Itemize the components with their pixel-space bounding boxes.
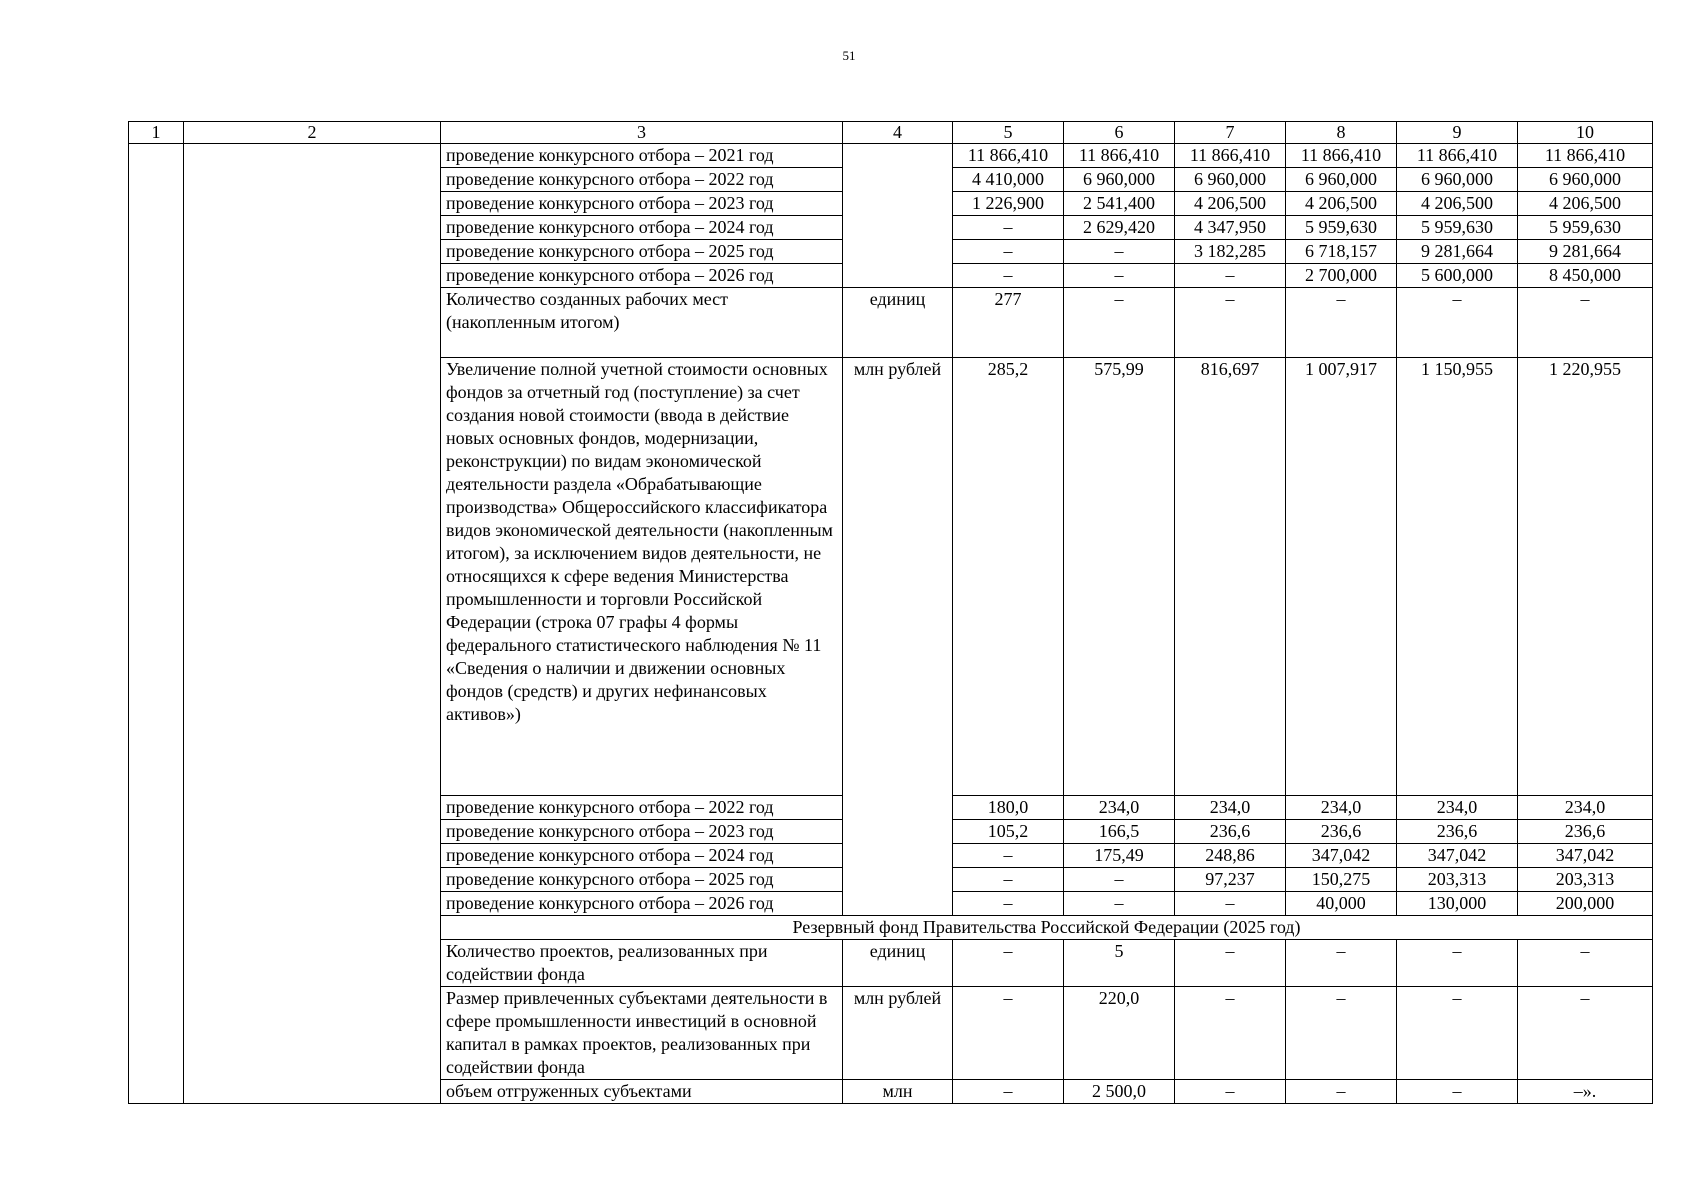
row-label: проведение конкурсного отбора – 2024 год: [441, 216, 843, 240]
row-label: объем отгруженных субъектами: [441, 1080, 843, 1104]
page-number: 51: [842, 48, 856, 63]
value-cell: 4 206,500: [1518, 192, 1653, 216]
value-cell: 1 007,917: [1286, 358, 1397, 796]
value-cell: 4 206,500: [1286, 192, 1397, 216]
value-cell: 1 150,955: [1397, 358, 1518, 796]
value-cell: 347,042: [1397, 844, 1518, 868]
unit-cell: [843, 144, 953, 168]
column-number: 9: [1397, 122, 1518, 144]
unit-cell: млн: [843, 1080, 953, 1104]
value-cell: 11 866,410: [1175, 144, 1286, 168]
value-cell: 6 960,000: [1286, 168, 1397, 192]
value-cell: –: [1175, 940, 1286, 987]
row-label: проведение конкурсного отбора – 2022 год: [441, 168, 843, 192]
value-cell: –: [953, 844, 1064, 868]
value-cell: 150,275: [1286, 868, 1397, 892]
value-cell: –».: [1518, 1080, 1653, 1104]
value-cell: –: [1175, 987, 1286, 1080]
value-cell: 234,0: [1175, 796, 1286, 820]
row-label: проведение конкурсного отбора – 2025 год: [441, 240, 843, 264]
row-label: проведение конкурсного отбора – 2025 год: [441, 868, 843, 892]
value-cell: 234,0: [1286, 796, 1397, 820]
unit-cell: единиц: [843, 288, 953, 358]
column-number: 5: [953, 122, 1064, 144]
unit-cell: [843, 796, 953, 820]
value-cell: –: [1064, 892, 1175, 916]
unit-cell: [843, 844, 953, 868]
table-row: [129, 144, 1653, 168]
value-cell: 2 629,420: [1064, 216, 1175, 240]
value-cell: –: [953, 240, 1064, 264]
value-cell: 236,6: [1518, 820, 1653, 844]
value-cell: –: [1286, 288, 1397, 358]
value-cell: –: [1397, 987, 1518, 1080]
value-cell: 166,5: [1064, 820, 1175, 844]
row-label: проведение конкурсного отбора – 2022 год: [441, 796, 843, 820]
value-cell: 6 960,000: [1397, 168, 1518, 192]
column-number: 6: [1064, 122, 1175, 144]
value-cell: 2 500,0: [1064, 1080, 1175, 1104]
unit-cell: [843, 168, 953, 192]
value-cell: 6 960,000: [1064, 168, 1175, 192]
value-cell: 236,6: [1286, 820, 1397, 844]
value-cell: 347,042: [1518, 844, 1653, 868]
value-cell: –: [1397, 288, 1518, 358]
value-cell: –: [1064, 288, 1175, 358]
value-cell: 5 959,630: [1286, 216, 1397, 240]
value-cell: 203,313: [1397, 868, 1518, 892]
value-cell: –: [1175, 1080, 1286, 1104]
value-cell: –: [953, 1080, 1064, 1104]
indicators-table: [128, 121, 1653, 1104]
value-cell: –: [1175, 288, 1286, 358]
value-cell: 4 206,500: [1175, 192, 1286, 216]
column-number: 1: [129, 122, 184, 144]
value-cell: 4 347,950: [1175, 216, 1286, 240]
column-number: 10: [1518, 122, 1653, 144]
value-cell: 6 960,000: [1175, 168, 1286, 192]
unit-cell: млн рублей: [843, 358, 953, 796]
value-cell: 575,99: [1064, 358, 1175, 796]
unit-cell: [843, 240, 953, 264]
value-cell: 9 281,664: [1518, 240, 1653, 264]
column-number: 8: [1286, 122, 1397, 144]
value-cell: 234,0: [1397, 796, 1518, 820]
row-label: проведение конкурсного отбора – 2026 год: [441, 892, 843, 916]
value-cell: 175,49: [1064, 844, 1175, 868]
value-cell: 1 226,900: [953, 192, 1064, 216]
value-cell: 8 450,000: [1518, 264, 1653, 288]
value-cell: 4 206,500: [1397, 192, 1518, 216]
unit-cell: [843, 216, 953, 240]
value-cell: –: [1286, 940, 1397, 987]
value-cell: –: [1286, 1080, 1397, 1104]
value-cell: 2 700,000: [1286, 264, 1397, 288]
value-cell: 2 541,400: [1064, 192, 1175, 216]
value-cell: –: [1518, 288, 1653, 358]
value-cell: –: [953, 892, 1064, 916]
value-cell: 236,6: [1175, 820, 1286, 844]
value-cell: –: [1397, 1080, 1518, 1104]
value-cell: –: [1064, 868, 1175, 892]
value-cell: 9 281,664: [1397, 240, 1518, 264]
row-label: Увеличение полной учетной стоимости основных фондов за отчетный год (поступление) за счет создания новой стоимости (ввода в действие новых основных фондов, модернизации, реконструкции) по видам экономической деятельности раздела «Обрабатывающие производства» Общероссийского классификатора видов экономической деятельности (накопленным итогом), за исключением видов деятельности, не относящихся к сфере ведения Министерства промышленности и торговли Российской Федерации (строка 07 графы 4 формы федерального статистического наблюдения № 11 «Сведения о наличии и движении основных фондов (средств) и других нефинансовых активов»): [441, 358, 843, 796]
value-cell: 347,042: [1286, 844, 1397, 868]
value-cell: 180,0: [953, 796, 1064, 820]
row-label: проведение конкурсного отбора – 2021 год: [441, 144, 843, 168]
value-cell: 5 959,630: [1518, 216, 1653, 240]
value-cell: 248,86: [1175, 844, 1286, 868]
value-cell: 236,6: [1397, 820, 1518, 844]
value-cell: 11 866,410: [1518, 144, 1653, 168]
value-cell: 200,000: [1518, 892, 1653, 916]
value-cell: –: [953, 868, 1064, 892]
value-cell: 285,2: [953, 358, 1064, 796]
column-number-row: [129, 122, 1653, 144]
value-cell: 5: [1064, 940, 1175, 987]
row-label: Количество проектов, реализованных при содействии фонда: [441, 940, 843, 987]
value-cell: –: [1518, 987, 1653, 1080]
value-cell: 234,0: [1064, 796, 1175, 820]
value-cell: –: [953, 216, 1064, 240]
value-cell: –: [1175, 264, 1286, 288]
value-cell: 130,000: [1397, 892, 1518, 916]
row-label: проведение конкурсного отбора – 2026 год: [441, 264, 843, 288]
value-cell: 40,000: [1286, 892, 1397, 916]
row-label: проведение конкурсного отбора – 2023 год: [441, 192, 843, 216]
value-cell: 1 220,955: [1518, 358, 1653, 796]
row-label: проведение конкурсного отбора – 2023 год: [441, 820, 843, 844]
value-cell: –: [953, 264, 1064, 288]
unit-cell: [843, 820, 953, 844]
value-cell: 5 600,000: [1397, 264, 1518, 288]
value-cell: –: [1064, 264, 1175, 288]
value-cell: 11 866,410: [1286, 144, 1397, 168]
value-cell: 203,313: [1518, 868, 1653, 892]
value-cell: 3 182,285: [1175, 240, 1286, 264]
unit-cell: единиц: [843, 940, 953, 987]
unit-cell: [843, 192, 953, 216]
row-number-cell: [129, 144, 184, 1104]
value-cell: 105,2: [953, 820, 1064, 844]
value-cell: 97,237: [1175, 868, 1286, 892]
value-cell: 6 960,000: [1518, 168, 1653, 192]
value-cell: –: [1064, 240, 1175, 264]
value-cell: –: [1397, 940, 1518, 987]
value-cell: 11 866,410: [1397, 144, 1518, 168]
row-label: Размер привлеченных субъектами деятельности в сфере промышленности инвестиций в основной капитал в рамках проектов, реализованных при содействии фонда: [441, 987, 843, 1080]
value-cell: –: [1286, 987, 1397, 1080]
section-header: Резервный фонд Правительства Российской Федерации (2025 год): [441, 916, 1653, 940]
value-cell: 4 410,000: [953, 168, 1064, 192]
unit-cell: млн рублей: [843, 987, 953, 1080]
value-cell: 11 866,410: [953, 144, 1064, 168]
value-cell: 11 866,410: [1064, 144, 1175, 168]
value-cell: 816,697: [1175, 358, 1286, 796]
row-label: Количество созданных рабочих мест (накопленным итогом): [441, 288, 843, 358]
column-number: 3: [441, 122, 843, 144]
column-number: 4: [843, 122, 953, 144]
value-cell: 220,0: [1064, 987, 1175, 1080]
unit-cell: [843, 868, 953, 892]
unit-cell: [843, 264, 953, 288]
column-number: 7: [1175, 122, 1286, 144]
value-cell: –: [1518, 940, 1653, 987]
unit-cell: [843, 892, 953, 916]
value-cell: –: [953, 987, 1064, 1080]
value-cell: 6 718,157: [1286, 240, 1397, 264]
program-name-cell: [184, 144, 441, 1104]
value-cell: 277: [953, 288, 1064, 358]
row-label: проведение конкурсного отбора – 2024 год: [441, 844, 843, 868]
value-cell: 234,0: [1518, 796, 1653, 820]
value-cell: –: [953, 940, 1064, 987]
value-cell: –: [1175, 892, 1286, 916]
value-cell: 5 959,630: [1397, 216, 1518, 240]
column-number: 2: [184, 122, 441, 144]
